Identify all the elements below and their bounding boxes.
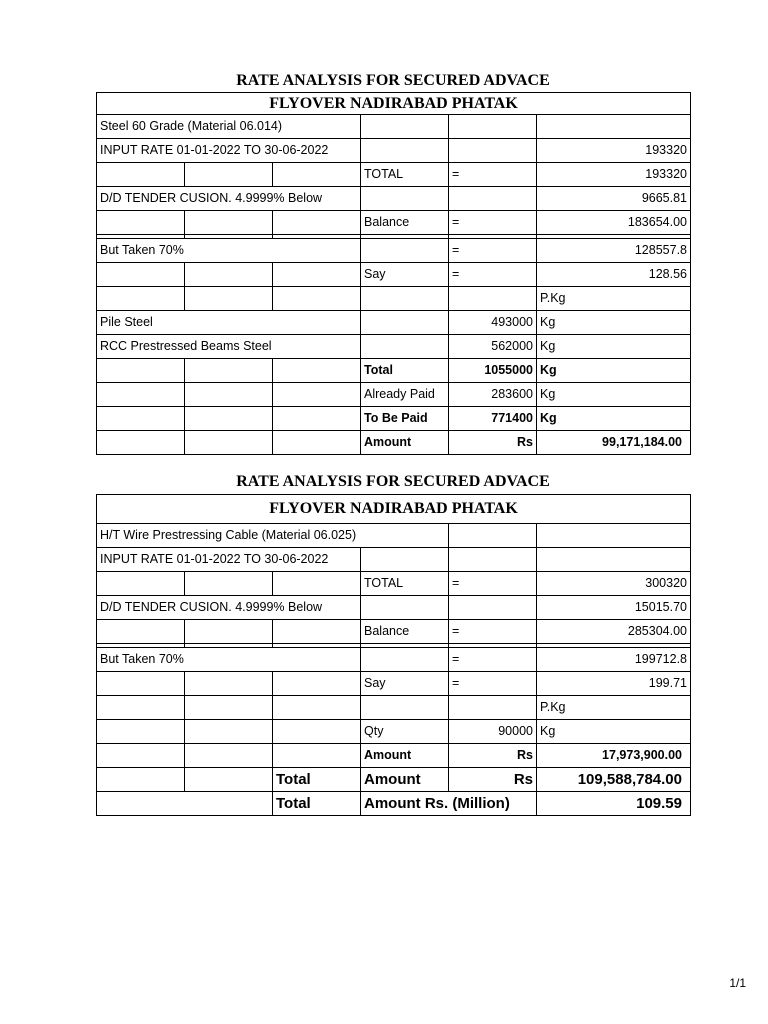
grand-total-label: Total (273, 768, 361, 792)
section1-table (96, 92, 691, 455)
total-label: TOTAL (361, 572, 449, 596)
total-qty-label: Total (361, 359, 449, 383)
total-row (97, 163, 691, 187)
total-label: TOTAL (361, 163, 449, 187)
amount-value: 17,973,900.00 (537, 744, 691, 768)
taken-row (97, 239, 691, 263)
equals-sign: = (449, 239, 537, 263)
already-paid-label: Already Paid (361, 383, 449, 407)
qty-value: 90000 (449, 720, 537, 744)
pile-steel-row (97, 311, 691, 335)
total-value: 193320 (537, 163, 691, 187)
balance-value: 183654.00 (537, 211, 691, 235)
material-row (97, 524, 691, 548)
already-paid-qty: 283600 (449, 383, 537, 407)
grand-currency-rs: Rs (449, 768, 537, 792)
to-be-paid-qty: 771400 (449, 407, 537, 431)
unit-kg: Kg (537, 311, 691, 335)
pkg-label: P.Kg (537, 287, 691, 311)
balance-row (97, 211, 691, 235)
million-amount-label: Amount Rs. (Million) (361, 792, 537, 816)
total-row (97, 572, 691, 596)
amount-value: 99,171,184.00 (537, 431, 691, 455)
total-qty-value: 1055000 (449, 359, 537, 383)
project-row (97, 495, 691, 524)
qty-label: Qty (361, 720, 449, 744)
say-row (97, 672, 691, 696)
unit-kg: Kg (537, 720, 691, 744)
project-name: FLYOVER NADIRABAD PHATAK (97, 93, 691, 115)
input-rate-row (97, 139, 691, 163)
equals-sign: = (449, 672, 537, 696)
pkg-row (97, 696, 691, 720)
tender-row (97, 596, 691, 620)
tender-value: 9665.81 (537, 187, 691, 211)
taken-row (97, 648, 691, 672)
input-rate-value: 193320 (537, 139, 691, 163)
million-total-label: Total (273, 792, 361, 816)
already-paid-row (97, 383, 691, 407)
million-amount-value: 109.59 (537, 792, 691, 816)
equals-sign: = (449, 648, 537, 672)
taken-label: But Taken 70% (97, 648, 361, 672)
equals-sign: = (449, 572, 537, 596)
material-label: H/T Wire Prestressing Cable (Material 06.025) (97, 524, 449, 548)
tender-row (97, 187, 691, 211)
tender-value: 15015.70 (537, 596, 691, 620)
page-number: 1/1 (729, 976, 746, 990)
section1-title: RATE ANALYSIS FOR SECURED ADVACE (236, 72, 550, 89)
input-rate-label: INPUT RATE 01-01-2022 TO 30-06-2022 (97, 139, 361, 163)
section2-title: RATE ANALYSIS FOR SECURED ADVACE (236, 473, 550, 490)
rcc-steel-label: RCC Prestressed Beams Steel (97, 335, 361, 359)
total-qty-row (97, 359, 691, 383)
taken-label: But Taken 70% (97, 239, 361, 263)
material-label: Steel 60 Grade (Material 06.014) (97, 115, 361, 139)
equals-sign: = (449, 263, 537, 287)
project-row (97, 93, 691, 115)
million-total-row (97, 792, 691, 816)
tender-label: D/D TENDER CUSION. 4.9999% Below (97, 187, 361, 211)
currency-rs: Rs (449, 744, 537, 768)
say-value: 128.56 (537, 263, 691, 287)
unit-kg: Kg (537, 383, 691, 407)
taken-value: 199712.8 (537, 648, 691, 672)
rcc-steel-qty: 562000 (449, 335, 537, 359)
to-be-paid-row (97, 407, 691, 431)
balance-row (97, 620, 691, 644)
amount-row (97, 744, 691, 768)
equals-sign: = (449, 163, 537, 187)
unit-kg: Kg (537, 407, 691, 431)
pkg-label: P.Kg (537, 696, 691, 720)
say-value: 199.71 (537, 672, 691, 696)
say-label: Say (361, 672, 449, 696)
section2-table (96, 494, 691, 816)
material-row (97, 115, 691, 139)
amount-row (97, 431, 691, 455)
balance-label: Balance (361, 211, 449, 235)
pkg-row (97, 287, 691, 311)
rcc-steel-row (97, 335, 691, 359)
balance-value: 285304.00 (537, 620, 691, 644)
to-be-paid-label: To Be Paid (361, 407, 449, 431)
equals-sign: = (449, 211, 537, 235)
input-rate-row (97, 548, 691, 572)
input-rate-label: INPUT RATE 01-01-2022 TO 30-06-2022 (97, 548, 361, 572)
grand-amount-value: 109,588,784.00 (537, 768, 691, 792)
grand-amount-label: Amount (361, 768, 449, 792)
unit-kg: Kg (537, 359, 691, 383)
total-value: 300320 (537, 572, 691, 596)
pile-steel-qty: 493000 (449, 311, 537, 335)
taken-value: 128557.8 (537, 239, 691, 263)
balance-label: Balance (361, 620, 449, 644)
say-label: Say (361, 263, 449, 287)
pile-steel-label: Pile Steel (97, 311, 361, 335)
currency-rs: Rs (449, 431, 537, 455)
qty-row (97, 720, 691, 744)
equals-sign: = (449, 620, 537, 644)
say-row (97, 263, 691, 287)
amount-label: Amount (361, 431, 449, 455)
project-name: FLYOVER NADIRABAD PHATAK (97, 495, 691, 524)
unit-kg: Kg (537, 335, 691, 359)
amount-label: Amount (361, 744, 449, 768)
grand-total-row (97, 768, 691, 792)
tender-label: D/D TENDER CUSION. 4.9999% Below (97, 596, 361, 620)
